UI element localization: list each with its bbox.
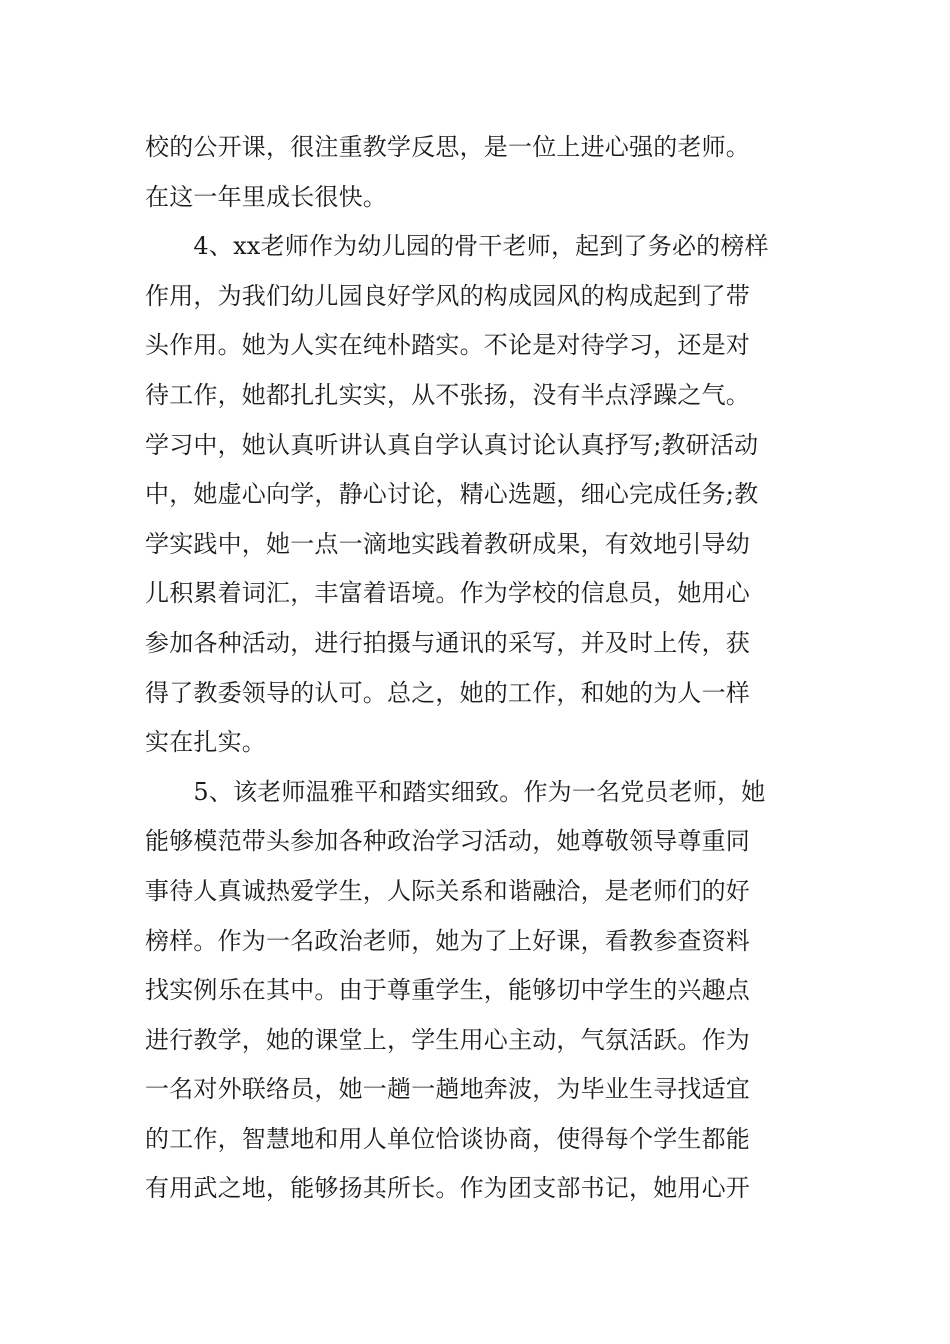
text-line: 学实践中，她一点一滴地实践着教研成果，有效地引导幼 [145,529,750,558]
text-line: 在这一年里成长很快。 [145,182,387,211]
text-line: 儿积累着词汇，丰富着语境。作为学校的信息员，她用心 [145,579,750,608]
text-line: 中，她虚心向学，静心讨论，精心选题，细心完成任务;教 [145,480,759,509]
text-line: 能够模范带头参加各种政治学习活动，她尊敬领导尊重同 [145,827,750,856]
text-line: 实在扎实。 [145,728,266,757]
text-line: 头作用。她为人实在纯朴踏实。不论是对待学习，还是对 [145,331,750,360]
text-line: 事待人真诚热爱学生，人际关系和谐融洽，是老师们的好 [145,876,750,905]
body-text [145,123,807,1214]
text-line: 的工作，智慧地和用人单位恰谈协商，使得每个学生都能 [145,1124,750,1153]
text-line: 一名对外联络员，她一趟一趟地奔波，为毕业生寻找适宜 [145,1075,750,1104]
text-line: 作用，为我们幼儿园良好学风的构成园风的构成起到了带 [145,281,750,310]
text-line: 学习中，她认真听讲认真自学认真讨论认真抒写;教研活动 [145,430,759,459]
text-line: 有用武之地，能够扬其所长。作为团支部书记，她用心开 [145,1174,750,1203]
text-line: 5、该老师温雅平和踏实细致。作为一名党员老师，她 [145,777,766,806]
text-line: 找实例乐在其中。由于尊重学生，能够切中学生的兴趣点 [145,976,750,1005]
text-line: 4、xx老师作为幼儿园的骨干老师，起到了务必的榜样 [145,232,769,261]
text-line: 待工作，她都扎扎实实，从不张扬，没有半点浮躁之气。 [145,380,750,409]
text-line: 得了教委领导的认可。总之，她的工作，和她的为人一样 [145,678,750,707]
text-line: 校的公开课，很注重教学反思，是一位上进心强的老师。 [145,133,750,161]
text-line: 进行教学，她的课堂上，学生用心主动，气氛活跃。作为 [145,1025,750,1054]
text-line: 参加各种活动，进行拍摄与通讯的采写，并及时上传，获 [145,628,750,657]
text-line: 榜样。作为一名政治老师，她为了上好课，看教参查资料 [145,926,750,955]
